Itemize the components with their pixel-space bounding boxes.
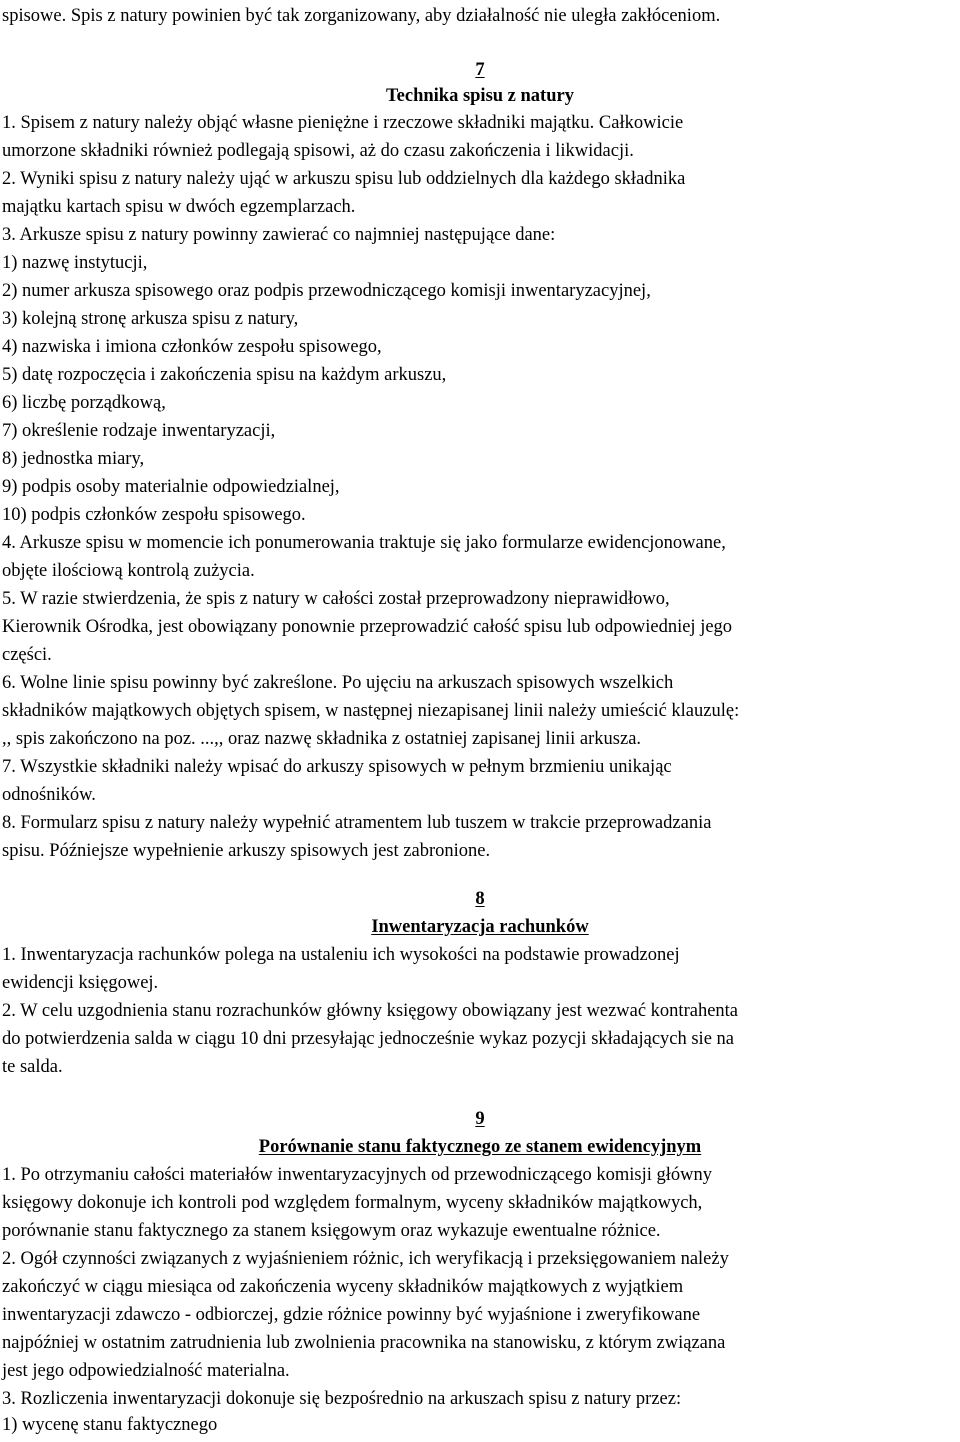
paragraph-line: ewidencji księgowej. xyxy=(2,973,159,993)
list-item: 9) podpis osoby materialnie odpowiedzialnej, xyxy=(2,477,340,497)
list-item: 6) liczbę porządkową, xyxy=(2,393,166,413)
paragraph-line: najpóźniej w ostatnim zatrudnienia lub zwolnienia pracownika na stanowisku, z którym związana xyxy=(2,1333,726,1353)
paragraph-line: umorzone składniki również podlegają spisowi, aż do czasu zakończenia i likwidacji. xyxy=(2,141,634,161)
list-item: 8) jednostka miary, xyxy=(2,449,145,469)
list-item: 5) datę rozpoczęcia i zakończenia spisu na każdym arkuszu, xyxy=(2,365,447,385)
section-number: 7 xyxy=(475,60,485,80)
paragraph-line: 6. Wolne linie spisu powinny być zakreślone. Po ujęciu na arkuszach spisowych wszelkich xyxy=(2,673,674,693)
paragraph-line: zakończyć w ciągu miesiąca od zakończenia wyceny składników majątkowych z wyjątkiem xyxy=(2,1277,684,1297)
paragraph-line: 1. Po otrzymaniu całości materiałów inwentaryzacyjnych od przewodniczącego komisji główny xyxy=(2,1165,712,1185)
list-item: 4) nazwiska i imiona członków zespołu spisowego, xyxy=(2,337,382,357)
paragraph-line: 1. Inwentaryzacja rachunków polega na ustaleniu ich wysokości na podstawie prowadzonej xyxy=(2,945,680,965)
paragraph-line: 2. W celu uzgodnienia stanu rozrachunków główny księgowy obowiązany jest wezwać kontrahenta xyxy=(2,1001,739,1021)
paragraph-line: Kierownik Ośrodka, jest obowiązany ponownie przeprowadzić całość spisu lub odpowiedniej jego xyxy=(2,617,733,637)
list-item: 7) określenie rodzaje inwentaryzacji, xyxy=(2,421,276,441)
section-number: 8 xyxy=(475,889,485,909)
paragraph-line: spisu. Późniejsze wypełnienie arkuszy spisowych jest zabronione. xyxy=(2,841,491,861)
paragraph-line: 7. Wszystkie składniki należy wpisać do arkuszy spisowych w pełnym brzmieniu unikając xyxy=(2,757,672,777)
paragraph-line: 5. W razie stwierdzenia, że spis z natury w całości został przeprowadzony nieprawidłowo, xyxy=(2,589,670,609)
paragraph-line: księgowy dokonuje ich kontroli pod względem formalnym, wyceny składników majątkowych, xyxy=(2,1193,703,1213)
paragraph-line: odnośników. xyxy=(2,785,96,805)
section-title: Inwentaryzacja rachunków xyxy=(371,917,589,937)
paragraph-line: inwentaryzacji zdawczo - odbiorczej, gdzie różnice powinny być wyjaśnione i zweryfikowane xyxy=(2,1305,701,1325)
section-title: Porównanie stanu faktycznego ze stanem ewidencyjnym xyxy=(258,1137,702,1157)
paragraph-line: 8. Formularz spisu z natury należy wypełnić atramentem lub tuszem w trakcie przeprowadzania xyxy=(2,813,712,833)
paragraph-line: 1. Spisem z natury należy objąć własne pieniężne i rzeczowe składniki majątku. Całkowicie xyxy=(2,113,684,133)
paragraph-line: majątku kartach spisu w dwóch egzemplarzach. xyxy=(2,197,356,217)
paragraph-line: 4. Arkusze spisu w momencie ich ponumerowania traktuje się jako formularze ewidencjonowane, xyxy=(2,533,726,553)
paragraph-line: 2. Ogół czynności związanych z wyjaśnieniem różnic, ich weryfikacją i przeksięgowaniem należy xyxy=(2,1249,729,1269)
paragraph-line: 2. Wyniki spisu z natury należy ująć w arkuszu spisu lub oddzielnych dla każdego składnika xyxy=(2,169,686,189)
paragraph-line: do potwierdzenia salda w ciągu 10 dni przesyłając jednocześnie wykaz pozycji składających sie na xyxy=(2,1029,734,1049)
paragraph-line: spisowe. Spis z natury powinien być tak zorganizowany, aby działalność nie uległa zakłóceniom. xyxy=(2,6,721,26)
section-number: 9 xyxy=(475,1109,485,1129)
section-title: Technika spisu z natury xyxy=(386,86,574,106)
paragraph-line: 3. Arkusze spisu z natury powinny zawierać co najmniej następujące dane: xyxy=(2,225,556,245)
paragraph-line: porównanie stanu faktycznego za stanem księgowym oraz wykazuje ewentualne różnice. xyxy=(2,1221,661,1241)
list-item: 2) numer arkusza spisowego oraz podpis przewodniczącego komisji inwentaryzacyjnej, xyxy=(2,281,651,301)
paragraph-line: 3. Rozliczenia inwentaryzacji dokonuje się bezpośrednio na arkuszach spisu z natury przez: xyxy=(2,1389,682,1409)
paragraph-line: jest jego odpowiedzialność materialna. xyxy=(2,1361,290,1381)
list-item: 10) podpis członków zespołu spisowego. xyxy=(2,505,306,525)
paragraph-line: składników majątkowych objętych spisem, w następnej niezapisanej linii należy umieścić klauzulę: xyxy=(2,701,740,721)
paragraph-line: te salda. xyxy=(2,1057,63,1077)
list-item: 3) kolejną stronę arkusza spisu z natury, xyxy=(2,309,299,329)
paragraph-line: części. xyxy=(2,645,52,665)
paragraph-line: ,, spis zakończono na poz. ...,, oraz nazwę składnika z ostatniej zapisanej linii arkusza. xyxy=(2,729,642,749)
list-item: 1) nazwę instytucji, xyxy=(2,253,148,273)
paragraph-line: objęte ilościową kontrolą zużycia. xyxy=(2,561,255,581)
list-item: 1) wycenę stanu faktycznego xyxy=(2,1415,218,1435)
